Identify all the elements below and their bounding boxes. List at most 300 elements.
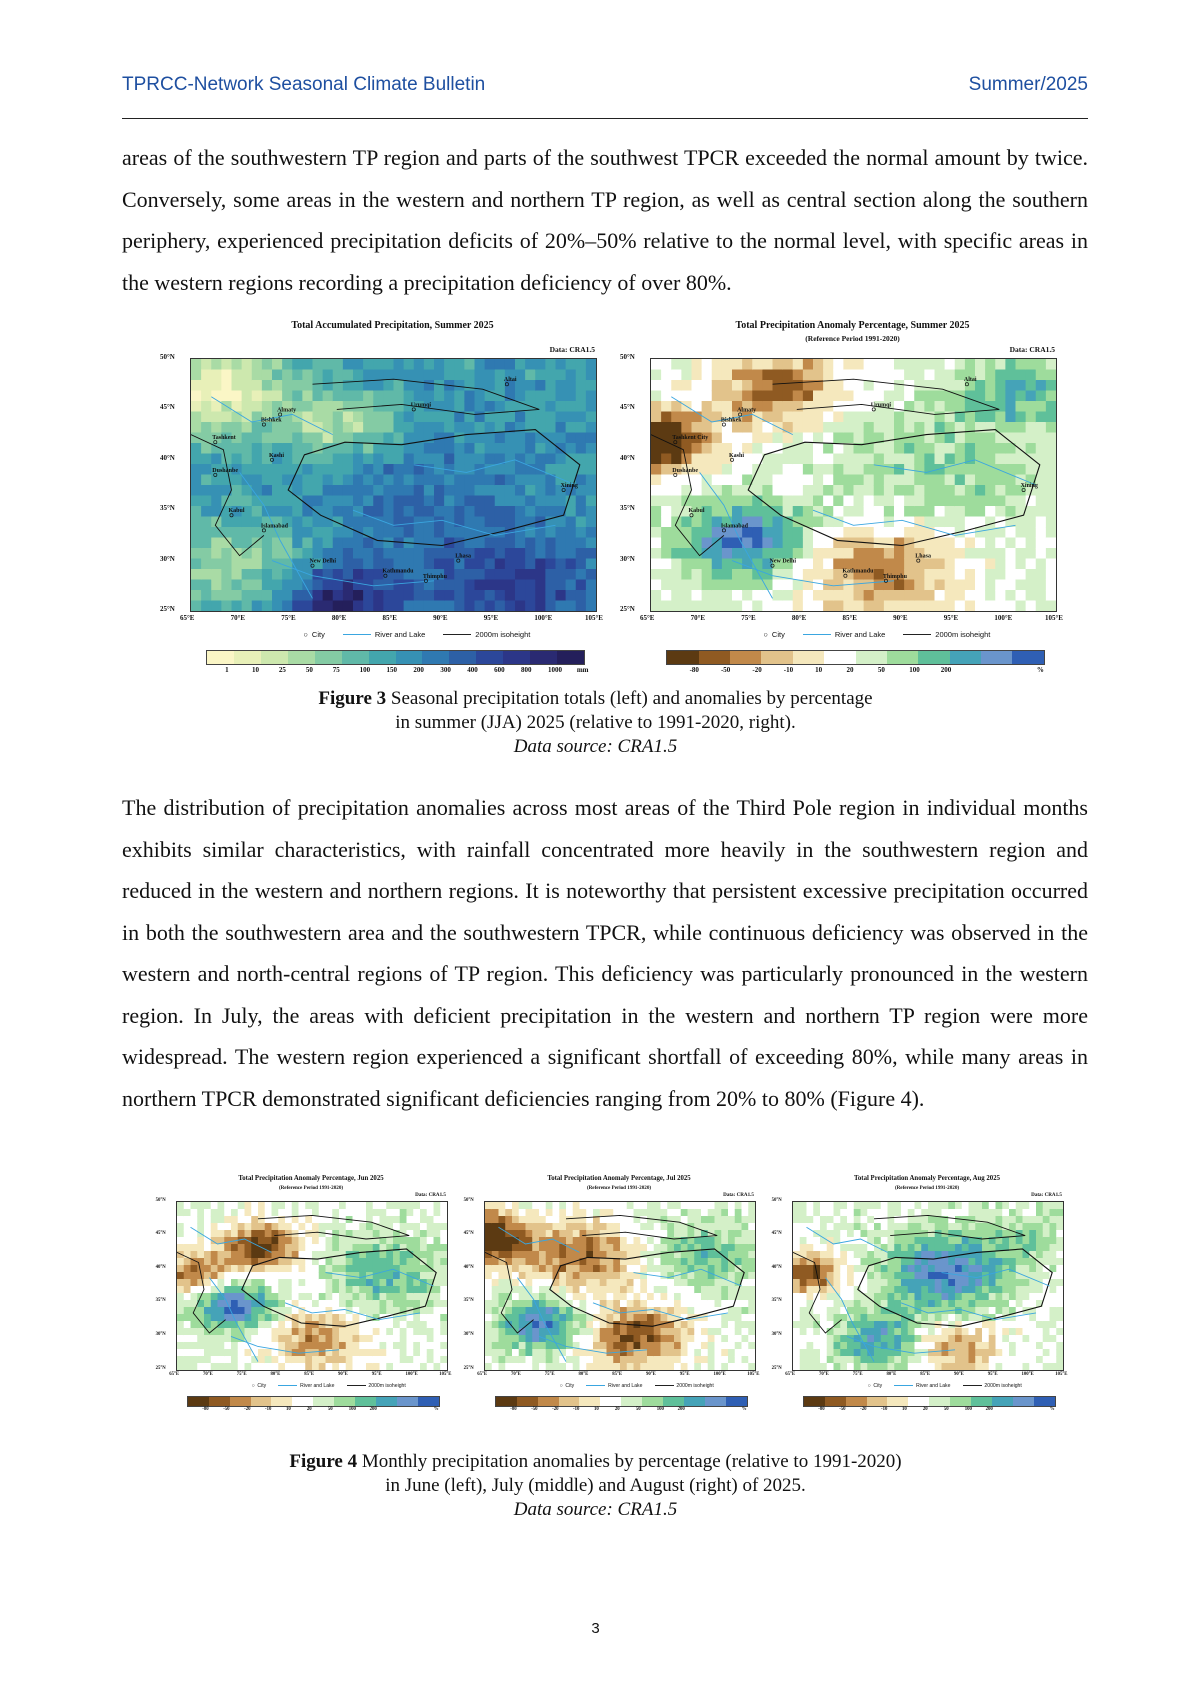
city-legend-label: City xyxy=(257,1382,267,1389)
fig4-panel-1-lat-tick: 50°N xyxy=(155,1197,166,1203)
colorbar-swatch xyxy=(313,1397,334,1406)
city-legend xyxy=(763,630,784,639)
fig3-right-lon-tick: 95°E xyxy=(943,614,959,622)
isoheight-legend xyxy=(655,1383,714,1389)
fig4-panel-1-lon-tick: 85°E xyxy=(304,1371,315,1377)
fig4-panel-1-lat-tick: 25°N xyxy=(155,1365,166,1371)
colorbar-swatch xyxy=(538,1397,559,1406)
city-label: Xining xyxy=(1020,483,1038,490)
fig4-panel-1-lon-tick: 90°E xyxy=(337,1371,348,1377)
fig3-right-map xyxy=(650,358,1057,612)
colorbar-swatch xyxy=(950,651,981,664)
colorbar-swatch xyxy=(315,651,342,664)
fig4-panel-2-colorbar-label: 100 xyxy=(656,1407,664,1413)
isoheight-legend xyxy=(903,630,990,639)
fig3-left-colorbar-label: 200 xyxy=(413,666,424,674)
city-label: Xining xyxy=(560,483,578,490)
fig3-right-lon-tick: 80°E xyxy=(791,614,807,622)
colorbar-swatch xyxy=(517,1397,538,1406)
fig3-left-colorbar-label: 1 xyxy=(225,666,229,674)
paragraph-monthly: The distribution of precipitation anomalies across most areas of the Third Pole region in individual months exhibits similar characteristics, with rainfall concentrated more heavily in the southwestern region and reduced in the western and northern regions. It is noteworthy that persistent excessive precipitation occurred in both the southwestern area and the southwestern TPCR, while continuous deficiency was observed in the western and north-central regions of TP region. This deficiency was particularly pronounced in the western region. In July, the areas with deficient precipitation in the western and northern TP region were more widespread. The western region experienced a significant shortfall of exceeding 80%, while many areas in northern TPCR demonstrated significant deficiencies ranging from 20% to 80% (Figure 4). xyxy=(122,795,1088,1111)
fig3-right-lat-tick: 45°N xyxy=(620,403,635,412)
figure-3-caption xyxy=(0,687,1191,711)
fig4-panel-2-lat-tick: 25°N xyxy=(463,1365,474,1371)
fig3-left-lat-tick: 35°N xyxy=(160,504,175,513)
fig4-panel-3-colorbar-label: -20 xyxy=(860,1407,867,1413)
fig3-left-map-legend xyxy=(303,630,530,639)
city-symbol-icon: ○ xyxy=(303,630,308,639)
line-symbol-icon xyxy=(963,1385,982,1386)
line-symbol-icon xyxy=(903,634,931,635)
fig4-panel-3-lon-tick: 105°E xyxy=(1055,1371,1068,1377)
city-label: Kabul xyxy=(688,508,705,515)
colorbar-swatch xyxy=(918,651,949,664)
river-legend-label: River and Lake xyxy=(916,1382,951,1389)
fig4-panel-2-lat-tick: 30°N xyxy=(463,1332,474,1337)
fig3-left-title: Total Accumulated Precipitation, Summer 2025 xyxy=(291,320,494,331)
colorbar-swatch xyxy=(207,651,234,664)
colorbar-swatch xyxy=(824,651,855,664)
fig4-panel-3-colorbar-label: 20 xyxy=(922,1407,928,1413)
header-divider xyxy=(122,118,1088,119)
fig4-panel-3-colorbar-label: 100 xyxy=(964,1407,972,1413)
fig4-panel-2-colorbar-label: -20 xyxy=(552,1407,559,1413)
city-label: Kathmandu xyxy=(842,568,874,575)
colorbar-swatch xyxy=(234,651,261,664)
fig3-left-colorbar-label: 1000 xyxy=(547,666,562,674)
line-symbol-icon xyxy=(586,1385,605,1386)
colorbar-swatch xyxy=(726,1397,747,1406)
colorbar-swatch xyxy=(705,1397,726,1406)
figure-4-label: Figure 4 xyxy=(289,1451,358,1472)
fig3-left-lon-tick: 105°E xyxy=(585,614,603,622)
fig3-left-lon-tick: 65°E xyxy=(180,614,195,622)
fig3-left-colorbar-label: 600 xyxy=(494,666,505,674)
fig3-left-colorbar-label: 300 xyxy=(440,666,451,674)
line-symbol-icon xyxy=(347,1385,366,1386)
isoheight-legend-label: 2000m isoheight xyxy=(475,630,531,639)
colorbar-swatch xyxy=(761,651,792,664)
river-legend-label: River and Lake xyxy=(834,630,886,639)
fig4-panel-3-lon-tick: 95°E xyxy=(987,1371,998,1377)
colorbar-swatch xyxy=(887,651,918,664)
fig4-panel-3-lat-tick: 50°N xyxy=(771,1197,782,1203)
fig4-panel-2-map xyxy=(484,1201,756,1371)
colorbar-swatch xyxy=(209,1397,230,1406)
colorbar-swatch xyxy=(621,1397,642,1406)
fig4-panel-2-data-label: Data: CRA1.5 xyxy=(723,1192,754,1199)
fig4-panel-2-lon-tick: 105°E xyxy=(747,1371,760,1377)
fig4-panel-1-lon-tick: 80°E xyxy=(270,1371,281,1377)
figure-3-caption-line2: in summer (JJA) 2025 (relative to 1991-2020, right). xyxy=(395,712,796,733)
fig4-panel-2-colorbar-label: 50 xyxy=(635,1407,641,1413)
colorbar-swatch xyxy=(1034,1397,1055,1406)
river-legend xyxy=(586,1383,642,1389)
colorbar-swatch xyxy=(825,1397,846,1406)
fig4-panel-3-map xyxy=(792,1201,1064,1371)
fig4-panel-1-colorbar-unit: % xyxy=(433,1407,439,1413)
fig3-left-colorbar-label: 25 xyxy=(278,666,286,674)
fig4-panel-2-lon-tick: 100°E xyxy=(713,1371,726,1377)
colorbar-swatch xyxy=(950,1397,971,1406)
fig3-left-lon-tick: 75°E xyxy=(281,614,296,622)
fig3-right-subtitle: (Reference Period 1991-2020) xyxy=(805,334,900,343)
fig3-right-colorbar-label: -50 xyxy=(720,666,731,674)
city-label: Tashkent City xyxy=(672,435,709,442)
colorbar-swatch xyxy=(730,651,761,664)
colorbar-swatch xyxy=(418,1397,439,1406)
isoheight-legend xyxy=(347,1383,406,1389)
colorbar-swatch xyxy=(981,651,1012,664)
fig4-panel-1-colorbar-label: 10 xyxy=(285,1407,291,1413)
colorbar-swatch xyxy=(188,1397,209,1406)
fig4-panel-1-colorbar-label: 100 xyxy=(348,1407,356,1413)
fig4-panel-3-data-label: Data: CRA1.5 xyxy=(1031,1192,1062,1199)
fig3-left-colorbar-label: 400 xyxy=(467,666,478,674)
city-label: Thimphu xyxy=(882,573,907,580)
fig3-left-lon-tick: 100°E xyxy=(534,614,553,622)
fig4-panel-3-colorbar-label: 200 xyxy=(985,1407,993,1413)
colorbar-swatch xyxy=(856,651,887,664)
fig3-left-lat-tick: 40°N xyxy=(160,453,175,462)
city-label: Bishkek xyxy=(720,417,742,424)
fig4-panel-1-colorbar-label: 50 xyxy=(327,1407,333,1413)
city-label: Bishkek xyxy=(260,417,282,424)
fig4-panel-2-colorbar-unit: % xyxy=(741,1407,747,1413)
fig4-panel-3-colorbar-label: 50 xyxy=(943,1407,949,1413)
city-label: Kashi xyxy=(269,452,285,459)
city-label: Kathmandu xyxy=(382,568,414,575)
city-symbol-icon: ○ xyxy=(251,1382,255,1389)
fig3-left-colorbar-label: 10 xyxy=(252,666,259,674)
river-legend-label: River and Lake xyxy=(374,630,426,639)
city-label: Kabul xyxy=(228,508,245,515)
colorbar-swatch xyxy=(271,1397,292,1406)
fig4-panel-1-colorbar-label: -50 xyxy=(223,1407,230,1413)
fig3-right-lon-tick: 105°E xyxy=(1045,614,1063,622)
fig4-panel-2-colorbar-label: 200 xyxy=(677,1407,685,1413)
fig3-left-colorbar-label: 75 xyxy=(332,666,340,674)
fig3-right-lon-tick: 75°E xyxy=(741,614,756,622)
river-legend xyxy=(343,630,425,639)
colorbar-swatch xyxy=(929,1397,950,1406)
city-label: Dushanbe xyxy=(672,467,698,474)
fig4-panel-3-colorbar-label: 10 xyxy=(901,1407,907,1413)
fig4-panel-2-colorbar-label: -50 xyxy=(531,1407,538,1413)
fig3-left-lon-tick: 95°E xyxy=(483,614,499,622)
fig3-right-lon-tick: 70°E xyxy=(690,614,706,622)
colorbar-swatch xyxy=(667,651,698,664)
fig4-panel-3-lon-tick: 80°E xyxy=(886,1371,897,1377)
city-legend-label: City xyxy=(565,1382,575,1389)
fig3-right-lon-tick: 90°E xyxy=(893,614,908,622)
fig3-right-colorbar-unit: % xyxy=(1036,666,1044,674)
figure-3-caption-line1: Seasonal precipitation totals (left) and anomalies by percentage xyxy=(390,688,873,709)
fig4-panel-2-lon-tick: 85°E xyxy=(612,1371,623,1377)
fig4-panel-3-lon-tick: 75°E xyxy=(852,1371,863,1377)
colorbar-swatch xyxy=(334,1397,355,1406)
fig3-right-lon-tick: 65°E xyxy=(640,614,655,622)
city-label: Urumqi xyxy=(870,402,892,409)
colorbar-swatch xyxy=(496,1397,517,1406)
colorbar-swatch xyxy=(793,651,824,664)
figure-4-caption-line1: Monthly precipitation anomalies by percentage (relative to 1991-2020) xyxy=(361,1451,902,1472)
colorbar-swatch xyxy=(230,1397,251,1406)
fig4-panel-1-colorbar-label: 20 xyxy=(306,1407,312,1413)
colorbar-swatch xyxy=(887,1397,908,1406)
fig3-right-colorbar-label: 200 xyxy=(940,666,952,674)
fig4-panel-2-lon-tick: 90°E xyxy=(645,1371,656,1377)
fig4-panel-1-colorbar-label: -20 xyxy=(244,1407,251,1413)
fig3-right-lat-tick: 40°N xyxy=(620,453,635,462)
isoheight-legend-label: 2000m isoheight xyxy=(984,1382,1022,1389)
fig3-left-lon-tick: 85°E xyxy=(382,614,397,622)
fig4-panel-3-lat-tick: 45°N xyxy=(771,1231,782,1237)
fig4-panel-3-colorbar xyxy=(803,1396,1056,1407)
fig4-panel-1-colorbar-label: -10 xyxy=(265,1407,272,1413)
fig3-right-colorbar-label: 100 xyxy=(909,666,920,674)
colorbar-swatch xyxy=(342,651,369,664)
river-legend-label: River and Lake xyxy=(608,1382,643,1389)
city-label: Islamabad xyxy=(720,523,748,530)
city-legend-label: City xyxy=(873,1382,883,1389)
figure-3-source: Data source: CRA1.5 xyxy=(513,736,678,757)
colorbar-swatch xyxy=(804,1397,825,1406)
fig4-panel-1-lon-tick: 75°E xyxy=(236,1371,247,1377)
page-number: 3 xyxy=(591,1620,600,1637)
fig4-panel-3-lat-tick: 35°N xyxy=(771,1298,782,1304)
colorbar-swatch xyxy=(355,1397,376,1406)
fig4-panel-1-lat-tick: 45°N xyxy=(155,1231,166,1237)
fig4-panel-2-colorbar-label: 10 xyxy=(593,1407,599,1413)
fig3-right-colorbar-label: 50 xyxy=(877,666,885,674)
isoheight-legend xyxy=(443,630,530,639)
fig3-left-colorbar-label: 150 xyxy=(386,666,398,674)
fig3-right-title: Total Precipitation Anomaly Percentage, Summer 2025 xyxy=(735,320,970,331)
fig4-panel-1-data-label: Data: CRA1.5 xyxy=(415,1192,446,1199)
colorbar-swatch xyxy=(642,1397,663,1406)
figure-4-caption xyxy=(0,1450,1191,1474)
fig4-panel-1-colorbar-label: 200 xyxy=(369,1407,377,1413)
fig4-panel-3-lon-tick: 100°E xyxy=(1021,1371,1034,1377)
colorbar-swatch xyxy=(376,1397,397,1406)
city-label: New Delhi xyxy=(309,558,336,565)
fig4-panel-2-colorbar-label: -10 xyxy=(573,1407,580,1413)
city-symbol-icon: ○ xyxy=(559,1382,563,1389)
city-legend xyxy=(303,630,324,639)
fig4-panel-3-colorbar-label: -10 xyxy=(881,1407,888,1413)
fig4-panel-1-lon-tick: 100°E xyxy=(405,1371,418,1377)
colorbar-swatch xyxy=(449,651,476,664)
line-symbol-icon xyxy=(443,634,471,635)
colorbar-swatch xyxy=(1013,1397,1034,1406)
city-label: Thimphu xyxy=(422,573,447,580)
fig3-left-colorbar-label: 100 xyxy=(359,666,371,674)
colorbar-swatch xyxy=(503,651,530,664)
colorbar-swatch xyxy=(699,651,730,664)
fig4-panel-1-map xyxy=(176,1201,448,1371)
colorbar-swatch xyxy=(396,651,423,664)
fig3-right-colorbar xyxy=(666,650,1045,665)
fig4-panel-1-lon-tick: 95°E xyxy=(371,1371,382,1377)
isoheight-legend-label: 2000m isoheight xyxy=(676,1382,714,1389)
river-legend xyxy=(278,1383,334,1389)
colorbar-swatch xyxy=(559,1397,580,1406)
colorbar-swatch xyxy=(292,1397,313,1406)
fig3-left-map xyxy=(190,358,597,612)
line-symbol-icon xyxy=(278,1385,297,1386)
fig4-panel-3-lon-tick: 65°E xyxy=(785,1371,796,1377)
fig4-panel-1-title: Total Precipitation Anomaly Percentage, Jun 2025 xyxy=(238,1175,384,1183)
paragraph-intro: areas of the southwestern TP region and parts of the southwest TPCR exceeded the normal amount by twice. Conversely, some areas in the western and northern TP region, as well as central section along the southern periphery, experienced precipitation deficits of 20%–50% relative to the normal level, with specific areas in the western regions recording a precipitation deficiency of over 80%. xyxy=(122,145,1088,295)
city-label: Kashi xyxy=(729,452,745,459)
fig3-left-lon-tick: 80°E xyxy=(331,614,347,622)
fig3-right-lat-tick: 25°N xyxy=(620,605,635,613)
city-legend xyxy=(560,1383,575,1389)
fig4-panel-2-lon-tick: 70°E xyxy=(510,1371,521,1377)
line-symbol-icon xyxy=(343,634,371,635)
city-label: Tashkent xyxy=(212,435,236,442)
city-symbol-icon: ○ xyxy=(867,1382,871,1389)
fig4-panel-2-lat-tick: 45°N xyxy=(463,1231,474,1237)
fig4-panel-2-colorbar-label: 20 xyxy=(614,1407,620,1413)
fig3-right-lat-tick: 35°N xyxy=(620,504,635,513)
colorbar-swatch xyxy=(684,1397,705,1406)
fig4-panel-3-colorbar-label: -80 xyxy=(818,1407,825,1413)
fig3-left-colorbar-label: 50 xyxy=(305,666,313,674)
fig4-panel-3-lat-tick: 30°N xyxy=(771,1332,782,1337)
city-label: Dushanbe xyxy=(212,467,238,474)
fig4-panel-3-lon-tick: 85°E xyxy=(920,1371,931,1377)
fig3-right-lat-tick: 50°N xyxy=(620,353,635,361)
colorbar-swatch xyxy=(908,1397,929,1406)
fig3-right-colorbar-label: 20 xyxy=(846,666,854,674)
fig4-panel-2-map-legend xyxy=(560,1383,714,1389)
colorbar-swatch xyxy=(663,1397,684,1406)
fig3-right-data-label: Data: CRA1.5 xyxy=(1009,345,1055,354)
bulletin-season: Summer/2025 xyxy=(968,74,1088,95)
fig4-panel-2-lat-tick: 35°N xyxy=(463,1298,474,1304)
colorbar-swatch xyxy=(530,651,557,664)
fig3-left-lat-tick: 25°N xyxy=(160,605,175,613)
fig4-panel-1-colorbar-label: -80 xyxy=(202,1407,209,1413)
fig4-panel-3-colorbar-label: -50 xyxy=(839,1407,846,1413)
colorbar-swatch xyxy=(867,1397,888,1406)
fig4-panel-2-lon-tick: 95°E xyxy=(679,1371,690,1377)
fig3-right-colorbar-label: -10 xyxy=(783,666,794,674)
river-legend xyxy=(894,1383,950,1389)
fig4-panel-2-colorbar-label: -80 xyxy=(510,1407,517,1413)
fig4-panel-1-colorbar xyxy=(187,1396,440,1407)
colorbar-swatch xyxy=(397,1397,418,1406)
fig4-panel-1-lat-tick: 40°N xyxy=(155,1264,166,1270)
city-label: Altai xyxy=(963,377,977,384)
river-legend-label: River and Lake xyxy=(300,1382,335,1389)
city-label: Islamabad xyxy=(260,523,288,530)
fig3-right-colorbar-label: 10 xyxy=(815,666,823,674)
isoheight-legend xyxy=(963,1383,1022,1389)
fig4-panel-3-map-legend xyxy=(868,1383,1022,1389)
fig4-panel-3-subtitle: (Reference Period 1991-2020) xyxy=(894,1184,960,1191)
colorbar-swatch xyxy=(846,1397,867,1406)
colorbar-swatch xyxy=(557,651,584,664)
city-legend xyxy=(868,1383,883,1389)
bulletin-title: TPRCC-Network Seasonal Climate Bulletin xyxy=(122,74,486,95)
fig4-panel-3-title: Total Precipitation Anomaly Percentage, Aug 2025 xyxy=(854,1175,1000,1183)
fig4-panel-2-lat-tick: 50°N xyxy=(463,1197,474,1203)
fig4-panel-2-title: Total Precipitation Anomaly Percentage, Jul 2025 xyxy=(547,1175,691,1183)
isoheight-legend-label: 2000m isoheight xyxy=(935,630,991,639)
fig3-right-lon-tick: 85°E xyxy=(842,614,857,622)
figure-4-caption-line2: in June (left), July (middle) and August (right) of 2025. xyxy=(385,1475,806,1496)
colorbar-swatch xyxy=(600,1397,621,1406)
colorbar-swatch xyxy=(579,1397,600,1406)
page-header xyxy=(122,68,1088,96)
colorbar-swatch xyxy=(369,651,396,664)
city-label: Almaty xyxy=(277,407,297,414)
fig4-panel-2-colorbar xyxy=(495,1396,748,1407)
fig3-left-lat-tick: 30°N xyxy=(160,554,175,563)
fig3-right-colorbar-label: -80 xyxy=(689,666,699,674)
city-label: New Delhi xyxy=(769,558,796,565)
fig4-panel-2-lon-tick: 80°E xyxy=(578,1371,589,1377)
fig3-right-colorbar-label: -20 xyxy=(752,666,762,674)
fig3-left-data-label: Data: CRA1.5 xyxy=(549,345,595,354)
colorbar-swatch xyxy=(992,1397,1013,1406)
city-legend xyxy=(252,1383,267,1389)
fig4-panel-1-lat-tick: 35°N xyxy=(155,1298,166,1304)
fig3-left-lat-tick: 50°N xyxy=(160,353,175,361)
fig3-left-colorbar xyxy=(206,650,585,665)
colorbar-swatch xyxy=(251,1397,272,1406)
line-symbol-icon xyxy=(803,634,831,635)
fig4-panel-3-lon-tick: 70°E xyxy=(818,1371,829,1377)
colorbar-swatch xyxy=(288,651,315,664)
fig3-left-lat-tick: 45°N xyxy=(160,403,175,412)
city-label: Urumqi xyxy=(410,402,432,409)
fig3-left-colorbar-label: 800 xyxy=(521,666,532,674)
fig3-right-map-legend xyxy=(763,630,990,639)
colorbar-swatch xyxy=(971,1397,992,1406)
colorbar-swatch xyxy=(476,651,503,664)
fig3-left-lon-tick: 70°E xyxy=(230,614,246,622)
fig4-panel-1-map-legend xyxy=(252,1383,406,1389)
colorbar-swatch xyxy=(1012,651,1043,664)
city-legend-label: City xyxy=(771,630,785,639)
city-label: Lhasa xyxy=(455,553,471,560)
fig4-panel-1-lon-tick: 105°E xyxy=(439,1371,452,1377)
city-legend-label: City xyxy=(311,630,325,639)
fig4-panel-2-subtitle: (Reference Period 1991-2020) xyxy=(586,1184,652,1191)
city-label: Altai xyxy=(503,377,517,384)
fig3-right-lon-tick: 100°E xyxy=(994,614,1013,622)
figure-4-source: Data source: CRA1.5 xyxy=(513,1499,678,1520)
fig4-panel-1-lon-tick: 65°E xyxy=(169,1371,180,1377)
fig4-panel-2-lon-tick: 75°E xyxy=(544,1371,555,1377)
line-symbol-icon xyxy=(894,1385,913,1386)
fig4-panel-1-subtitle: (Reference Period 1991-2020) xyxy=(278,1184,344,1191)
line-symbol-icon xyxy=(655,1385,674,1386)
fig4-panel-2-lon-tick: 65°E xyxy=(477,1371,488,1377)
city-symbol-icon: ○ xyxy=(763,630,768,639)
city-label: Lhasa xyxy=(915,553,931,560)
fig4-panel-1-lat-tick: 30°N xyxy=(155,1332,166,1337)
isoheight-legend-label: 2000m isoheight xyxy=(368,1382,406,1389)
fig4-panel-2-lat-tick: 40°N xyxy=(463,1264,474,1270)
fig4-panel-3-lat-tick: 25°N xyxy=(771,1365,782,1371)
river-legend xyxy=(803,630,885,639)
figure-3-label: Figure 3 xyxy=(318,688,387,709)
